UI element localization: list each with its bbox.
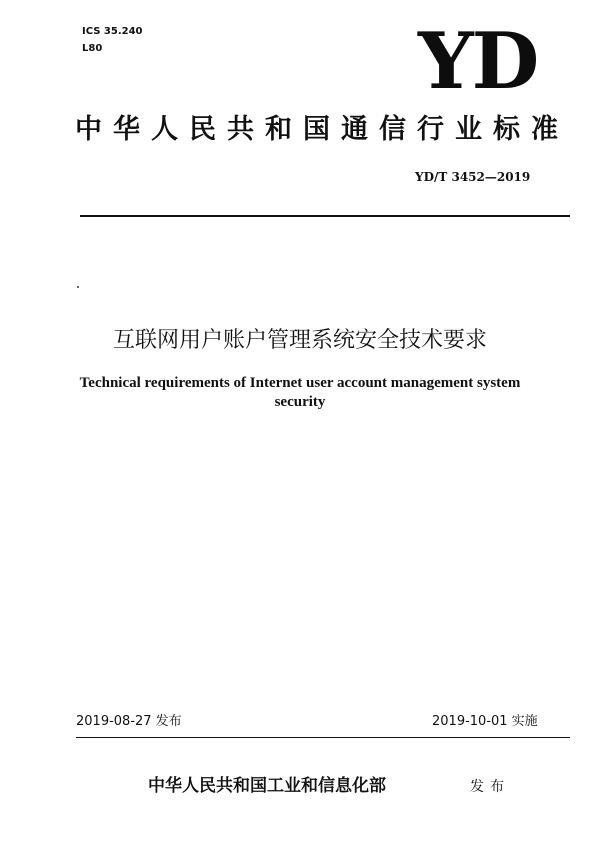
classification-code: L80 xyxy=(82,43,103,54)
standard-number: YD/T 3452—2019 xyxy=(415,170,531,184)
issuing-authority: 中华人民共和国工业和信息化部 xyxy=(148,776,386,796)
standard-category-title: 中华人民共和国通信行业标准 xyxy=(75,114,569,145)
scan-dot xyxy=(77,286,79,288)
implementation-date: 2019-10-01 实施 xyxy=(432,714,538,729)
issue-label: 发布 xyxy=(470,779,510,795)
ics-code: ICS 35.240 xyxy=(82,26,143,37)
document-title-english-line-1: Technical requirements of Internet user account management system xyxy=(79,375,521,391)
publish-date: 2019-08-27 发布 xyxy=(76,714,182,729)
header-divider xyxy=(80,215,570,217)
yd-logo: YD xyxy=(418,16,538,107)
document-title-english-line-2: security xyxy=(274,394,326,410)
footer-divider xyxy=(76,737,570,738)
document-title-chinese: 互联网用户账户管理系统安全技术要求 xyxy=(112,328,487,353)
